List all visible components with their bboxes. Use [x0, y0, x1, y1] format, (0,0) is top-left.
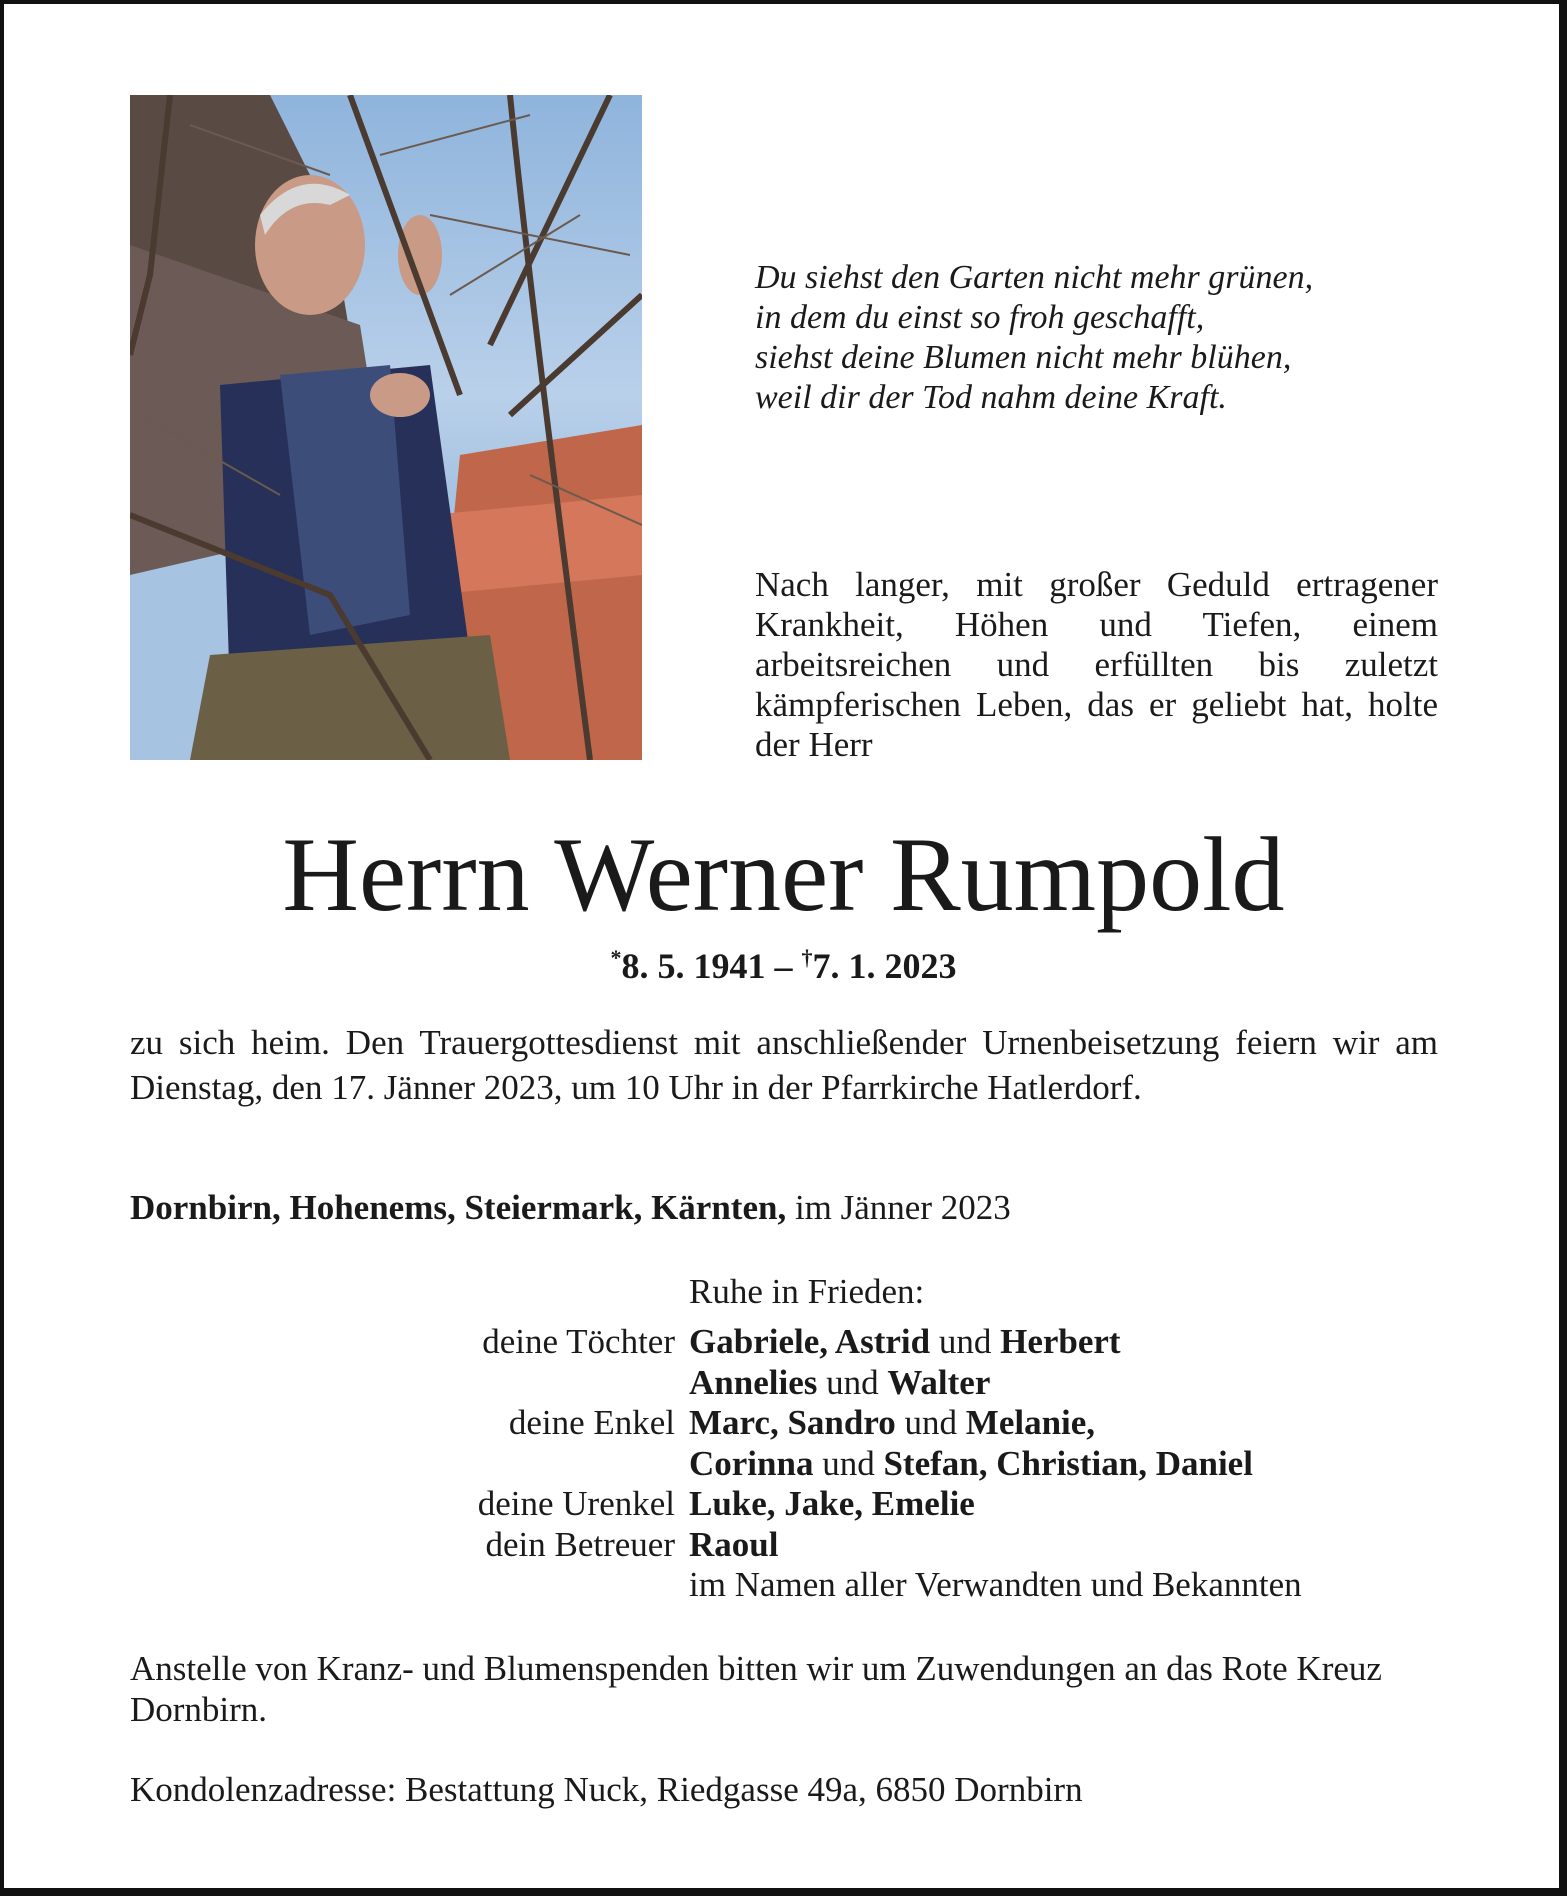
family-row: [130, 1444, 1302, 1485]
relative-name: Gabriele, Astrid: [689, 1322, 931, 1361]
relative-name: Corinna: [689, 1443, 814, 1483]
relative-name: Herbert: [1000, 1322, 1121, 1361]
relative-name: Annelies: [689, 1362, 818, 1402]
poem-line: siehst deine Blumen nicht mehr blühen,: [755, 339, 1292, 376]
family-row: [130, 1484, 1302, 1525]
relation-label: deine Töchter: [482, 1322, 675, 1361]
portrait-photo: [130, 95, 642, 760]
life-dates: [0, 945, 1567, 987]
relative-name: Walter: [887, 1362, 991, 1402]
family-row: [130, 1565, 1302, 1606]
relation-label: [130, 1444, 689, 1485]
poem-line: in dem du einst so froh geschafft,: [755, 299, 1205, 336]
relative-names: [689, 1484, 975, 1525]
places: Dornbirn, Hohenems, Steiermark, Kärnten,: [130, 1188, 787, 1227]
relative-names: [689, 1363, 990, 1404]
relative-name: Marc, Sandro: [689, 1403, 896, 1442]
connector: und: [813, 1443, 884, 1483]
rest-in-peace: Ruhe in Frieden:: [689, 1272, 925, 1311]
connector: im Namen aller Verwandten und Bekannten: [689, 1565, 1302, 1604]
connector: und: [895, 1403, 966, 1442]
relative-name: Melanie,: [965, 1403, 1096, 1442]
death-symbol: †: [801, 945, 813, 970]
relative-name: Stefan, Christian, Daniel: [883, 1443, 1253, 1483]
relative-names: [689, 1565, 1302, 1606]
family-row: [130, 1403, 1302, 1444]
relative-name: Luke, Jake, Emelie: [689, 1484, 975, 1523]
place-date: im Jänner 2023: [786, 1188, 1011, 1227]
poem-line: Du siehst den Garten nicht mehr grünen,: [755, 259, 1314, 296]
relation-label: deine Urenkel: [477, 1484, 675, 1523]
relative-names: [689, 1322, 1121, 1363]
relation-label: deine Enkel: [508, 1403, 675, 1442]
relation-label: dein Betreuer: [485, 1524, 675, 1564]
poem-line: weil dir der Tod nahm deine Kraft.: [755, 379, 1227, 416]
relative-names: [689, 1444, 1253, 1485]
places-line: [130, 1188, 1011, 1228]
connector: und: [817, 1362, 888, 1402]
connector: und: [930, 1322, 1001, 1361]
birth-date: 8. 5. 1941: [621, 946, 766, 986]
family-row: [130, 1525, 1302, 1566]
intro-paragraph: Nach langer, mit großer Geduld ertragener Krankheit, Höhen und Tiefen, einem arbeitsreichen und erfüllten bis zuletzt kämpferischen Leben, das er geliebt hat, holte der Herr: [755, 565, 1438, 764]
family-row: [130, 1322, 1302, 1363]
birth-symbol: *: [610, 945, 622, 970]
memorial-poem: [755, 258, 1313, 418]
death-date: 7. 1. 2023: [812, 946, 957, 986]
relative-names: [689, 1403, 1095, 1444]
family-list: [130, 1322, 1302, 1606]
deceased-name: Herrn Werner Rumpold: [282, 816, 1285, 933]
funeral-info: zu sich heim. Den Trauergottesdienst mit anschließender Urnenbeisetzung feiern wir am Dienstag, den 17. Jänner 2023, um 10 Uhr in der Pfarrkirche Hatlerdorf.: [130, 1023, 1438, 1107]
relative-name: Raoul: [689, 1524, 779, 1564]
condolence-address: Kondolenzadresse: Bestattung Nuck, Riedgasse 49a, 6850 Dornbirn: [130, 1770, 1083, 1809]
relative-names: [689, 1525, 778, 1566]
relation-label: [130, 1363, 689, 1404]
family-row: [130, 1363, 1302, 1404]
relation-label: [130, 1565, 689, 1606]
date-separator: –: [765, 946, 802, 986]
donation-note: Anstelle von Kranz- und Blumenspenden bitten wir um Zuwendungen an das Rote Kreuz Dornbirn.: [130, 1649, 1382, 1729]
